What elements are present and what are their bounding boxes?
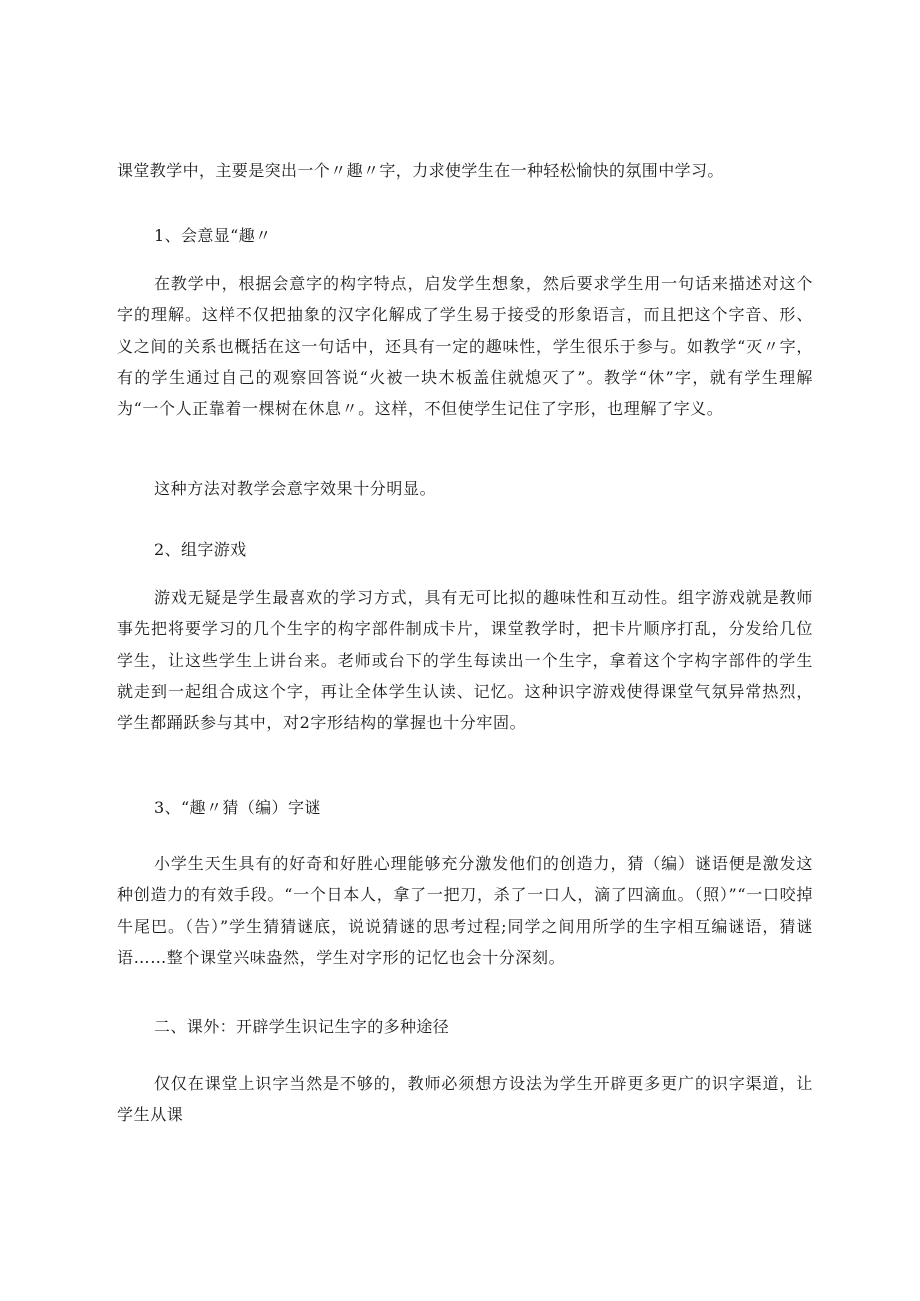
section-1-paragraph-2: 这种方法对教学会意字效果十分明显。 <box>154 479 437 498</box>
section-2-paragraph: 游戏无疑是学生最喜欢的学习方式，具有无可比拟的趣味性和互动性。组字游戏就是教师事先把将要学习的几个生字的构字部件制成卡片，课堂教学时，把卡片顺序打乱，分发给几位学生，让这些学生上讲台来。老师或台下的学生每读出一个生字，拿着这个字构字部件的学生就走到一起组合成这个字，再让全体学生认读、记忆。这种识字游戏使得课堂气氛异常热烈，学生都踊跃参与其中，对2字形结构的掌握也十分牢固。 <box>117 588 813 733</box>
section-1-heading: 1、会意显“趣〃 <box>154 226 272 245</box>
intro-line: 课堂教学中，主要是突出一个〃趣〃字，力求使学生在一种轻松愉快的氛围中学习。 <box>117 161 724 180</box>
section-3-heading: 3、“趣〃猜（编）字谜 <box>154 798 321 817</box>
section-3-paragraph: 小学生天生具有的好奇和好胜心理能够充分激发他们的创造力，猜（编）谜语便是激发这种创造力的有效手段。“一个日本人，拿了一把刀，杀了一口人，滴了四滴血。（照）”“一口咬掉牛尾巴。（告）”学生猜猜谜底，说说猜谜的思考过程;同学之间用所学的生字相互编谜语，猜谜语……整个课堂兴味盎然，学生对字形的记忆也会十分深刻。 <box>117 854 813 967</box>
part-2-paragraph-start: 仅仅在课堂上识字当然是不够的，教师必须想方设法为学生开辟更多更广的识字渠道，让学生从课 <box>117 1074 813 1125</box>
part-2-heading: 二、课外：开辟学生识记生字的多种途径 <box>154 1017 450 1036</box>
section-2-heading: 2、组字游戏 <box>154 540 247 559</box>
section-1-paragraph-1: 在教学中，根据会意字的构字特点，启发学生想象，然后要求学生用一句话来描述对这个字的理解。这样不仅把抽象的汉字化解成了学生易于接受的形象语言，而且把这个字音、形、义之间的关系也概括在这一句话中，还具有一定的趣味性，学生很乐于参与。如教学“灭〃字，有的学生通过自己的观察回答说“火被一块木板盖住就熄灭了”。教学“休”字，就有学生理解为“一个人正靠着一棵树在休息〃。这样，不但使学生记住了字形，也理解了字义。 <box>117 274 813 419</box>
